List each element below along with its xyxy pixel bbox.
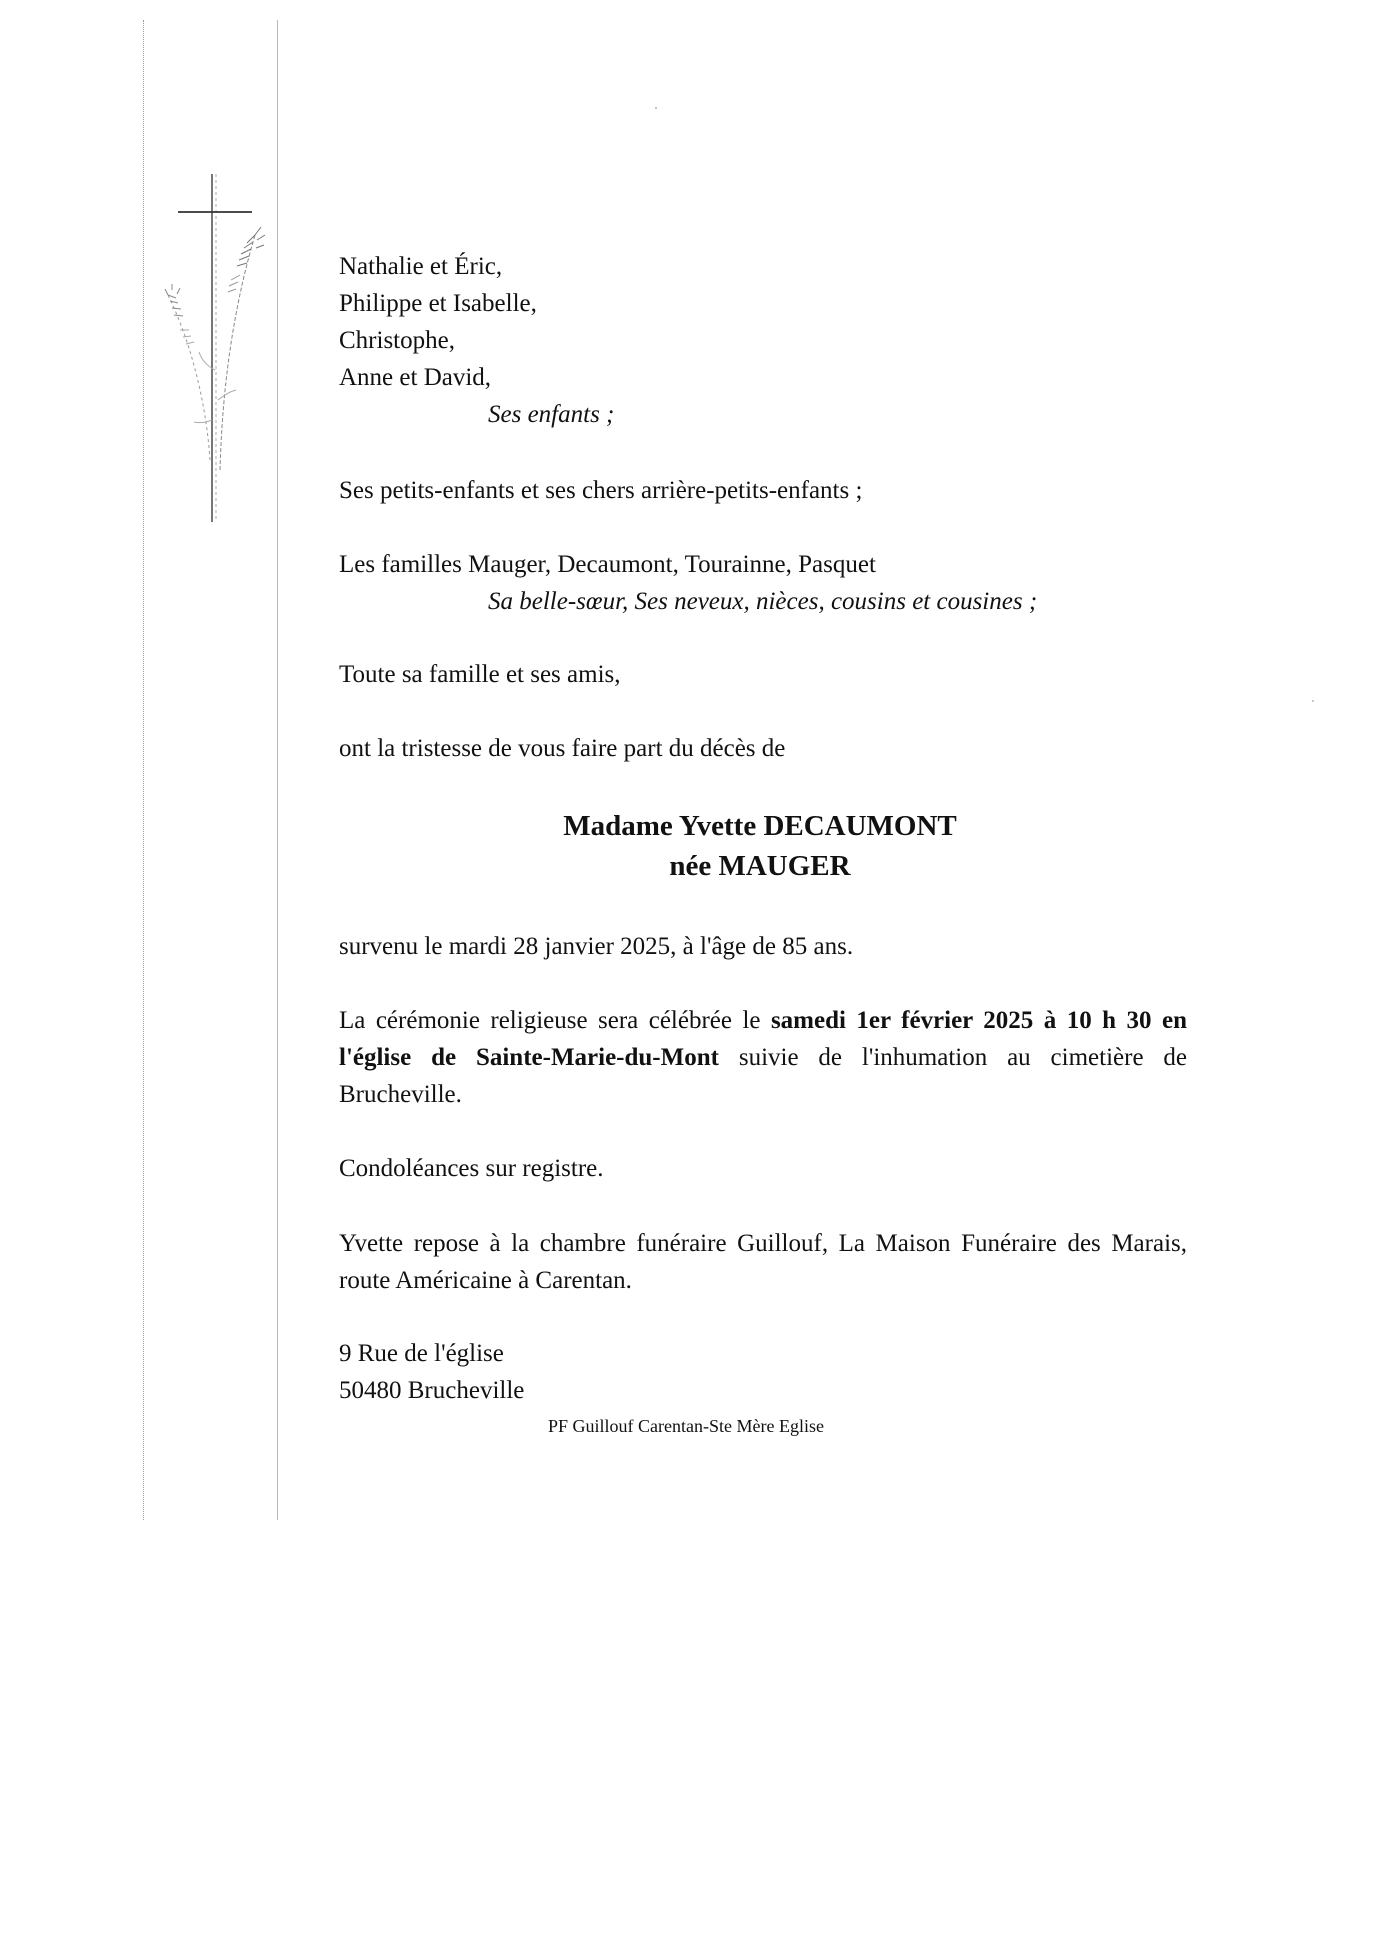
- rest-place-paragraph: Yvette repose à la chambre funéraire Guillouf, La Maison Funéraire des Marais, route Américaine à Carentan.: [339, 1230, 1187, 1294]
- child-line: Anne et David,: [339, 364, 492, 391]
- families-line: Les familles Mauger, Decaumont, Tourainne, Pasquet: [339, 551, 876, 578]
- ceremony-intro: La cérémonie religieuse sera célébrée le: [339, 1007, 771, 1034]
- death-line: survenu le mardi 28 janvier 2025, à l'âge de 85 ans.: [339, 933, 854, 960]
- deceased-name: Madame Yvette DECAUMONT: [563, 810, 957, 842]
- scan-speck: [655, 107, 657, 109]
- children-role: Ses enfants ;: [488, 401, 615, 428]
- ceremony-rest: suivie de l'inhumation au cimetière de Brucheville.: [339, 1044, 1187, 1108]
- child-line: Christophe,: [339, 327, 455, 354]
- child-line: Nathalie et Éric,: [339, 253, 503, 280]
- scan-speck: [1312, 700, 1314, 702]
- address-street: 9 Rue de l'église: [339, 1340, 504, 1367]
- cross-with-wheat-icon: [160, 170, 280, 530]
- ceremony-date-place: samedi 1er février 2025 à 10 h 30 en l'église de Sainte-Marie-du-Mont: [339, 1007, 1187, 1071]
- deceased-maiden-name: née MAUGER: [669, 850, 851, 882]
- address-city: 50480 Brucheville: [339, 1377, 525, 1404]
- condolences-line: Condoléances sur registre.: [339, 1155, 604, 1182]
- left-margin-rule: [143, 20, 144, 1520]
- child-line: Philippe et Isabelle,: [339, 290, 537, 317]
- families-role: Sa belle-sœur, Ses neveux, nièces, cousins et cousines ;: [488, 588, 1038, 615]
- funeral-home-note: PF Guillouf Carentan-Ste Mère Eglise: [548, 1416, 824, 1436]
- grandchildren-line: Ses petits-enfants et ses chers arrière-petits-enfants ;: [339, 477, 863, 504]
- announcement-line: ont la tristesse de vous faire part du décès de: [339, 735, 786, 762]
- friends-line: Toute sa famille et ses amis,: [339, 661, 621, 688]
- ceremony-paragraph: [339, 1002, 1187, 1113]
